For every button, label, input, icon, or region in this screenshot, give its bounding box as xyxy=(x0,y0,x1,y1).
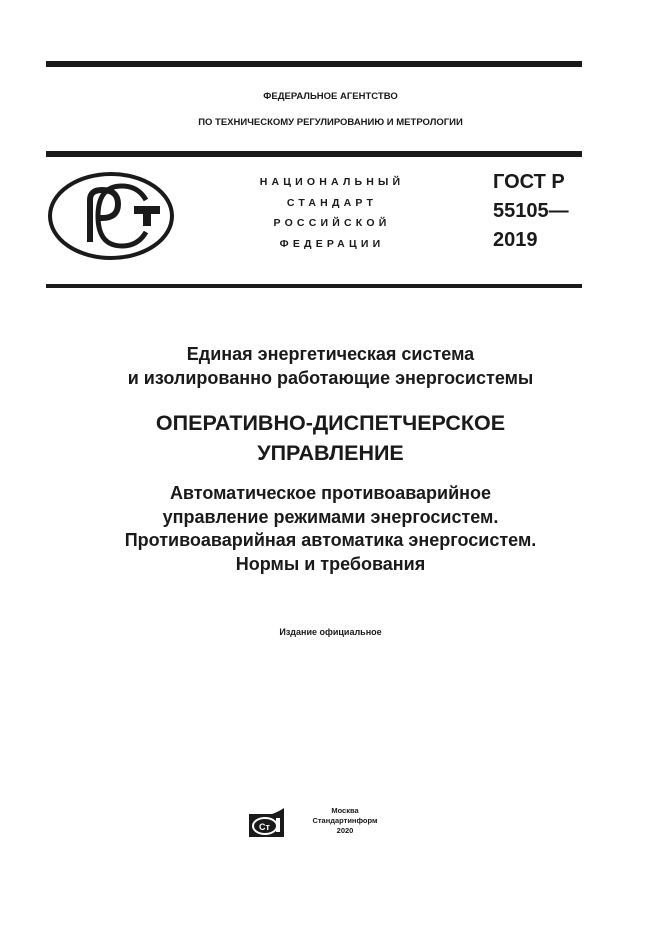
publisher-info: Москва Стандартинформ 2020 xyxy=(312,806,378,835)
rst-logo-icon xyxy=(46,170,176,262)
svg-text:Ст: Ст xyxy=(259,822,270,832)
national-standard-label: НАЦИОНАЛЬНЫЙ СТАНДАРТ РОССИЙСКОЙ ФЕДЕРАЦИИ xyxy=(259,176,405,250)
agency-name-line1: ФЕДЕРАЛЬНОЕ АГЕНТСТВО xyxy=(263,91,398,102)
bottom-rule xyxy=(46,284,582,288)
top-rule xyxy=(46,61,582,67)
official-edition-label: Издание официальное xyxy=(279,627,382,637)
middle-rule xyxy=(46,151,582,157)
gost-number: ГОСТ Р 55105— 2019 xyxy=(493,171,569,251)
agency-name-line2: ПО ТЕХНИЧЕСКОМУ РЕГУЛИРОВАНИЮ И МЕТРОЛОГИИ xyxy=(198,117,463,128)
document-main-title: ОПЕРАТИВНО-ДИСПЕТЧЕРСКОЕ УПРАВЛЕНИЕ xyxy=(155,411,506,465)
document-system-title: Единая энергетическая система и изолированно работающие энергосистемы xyxy=(127,344,534,388)
standartinform-logo-icon xyxy=(248,806,288,838)
document-subtitle: Автоматическое противоаварийное управление режимами энергосистем. Противоаварийная автоматика энергосистем. Нормы и требования xyxy=(124,483,537,574)
